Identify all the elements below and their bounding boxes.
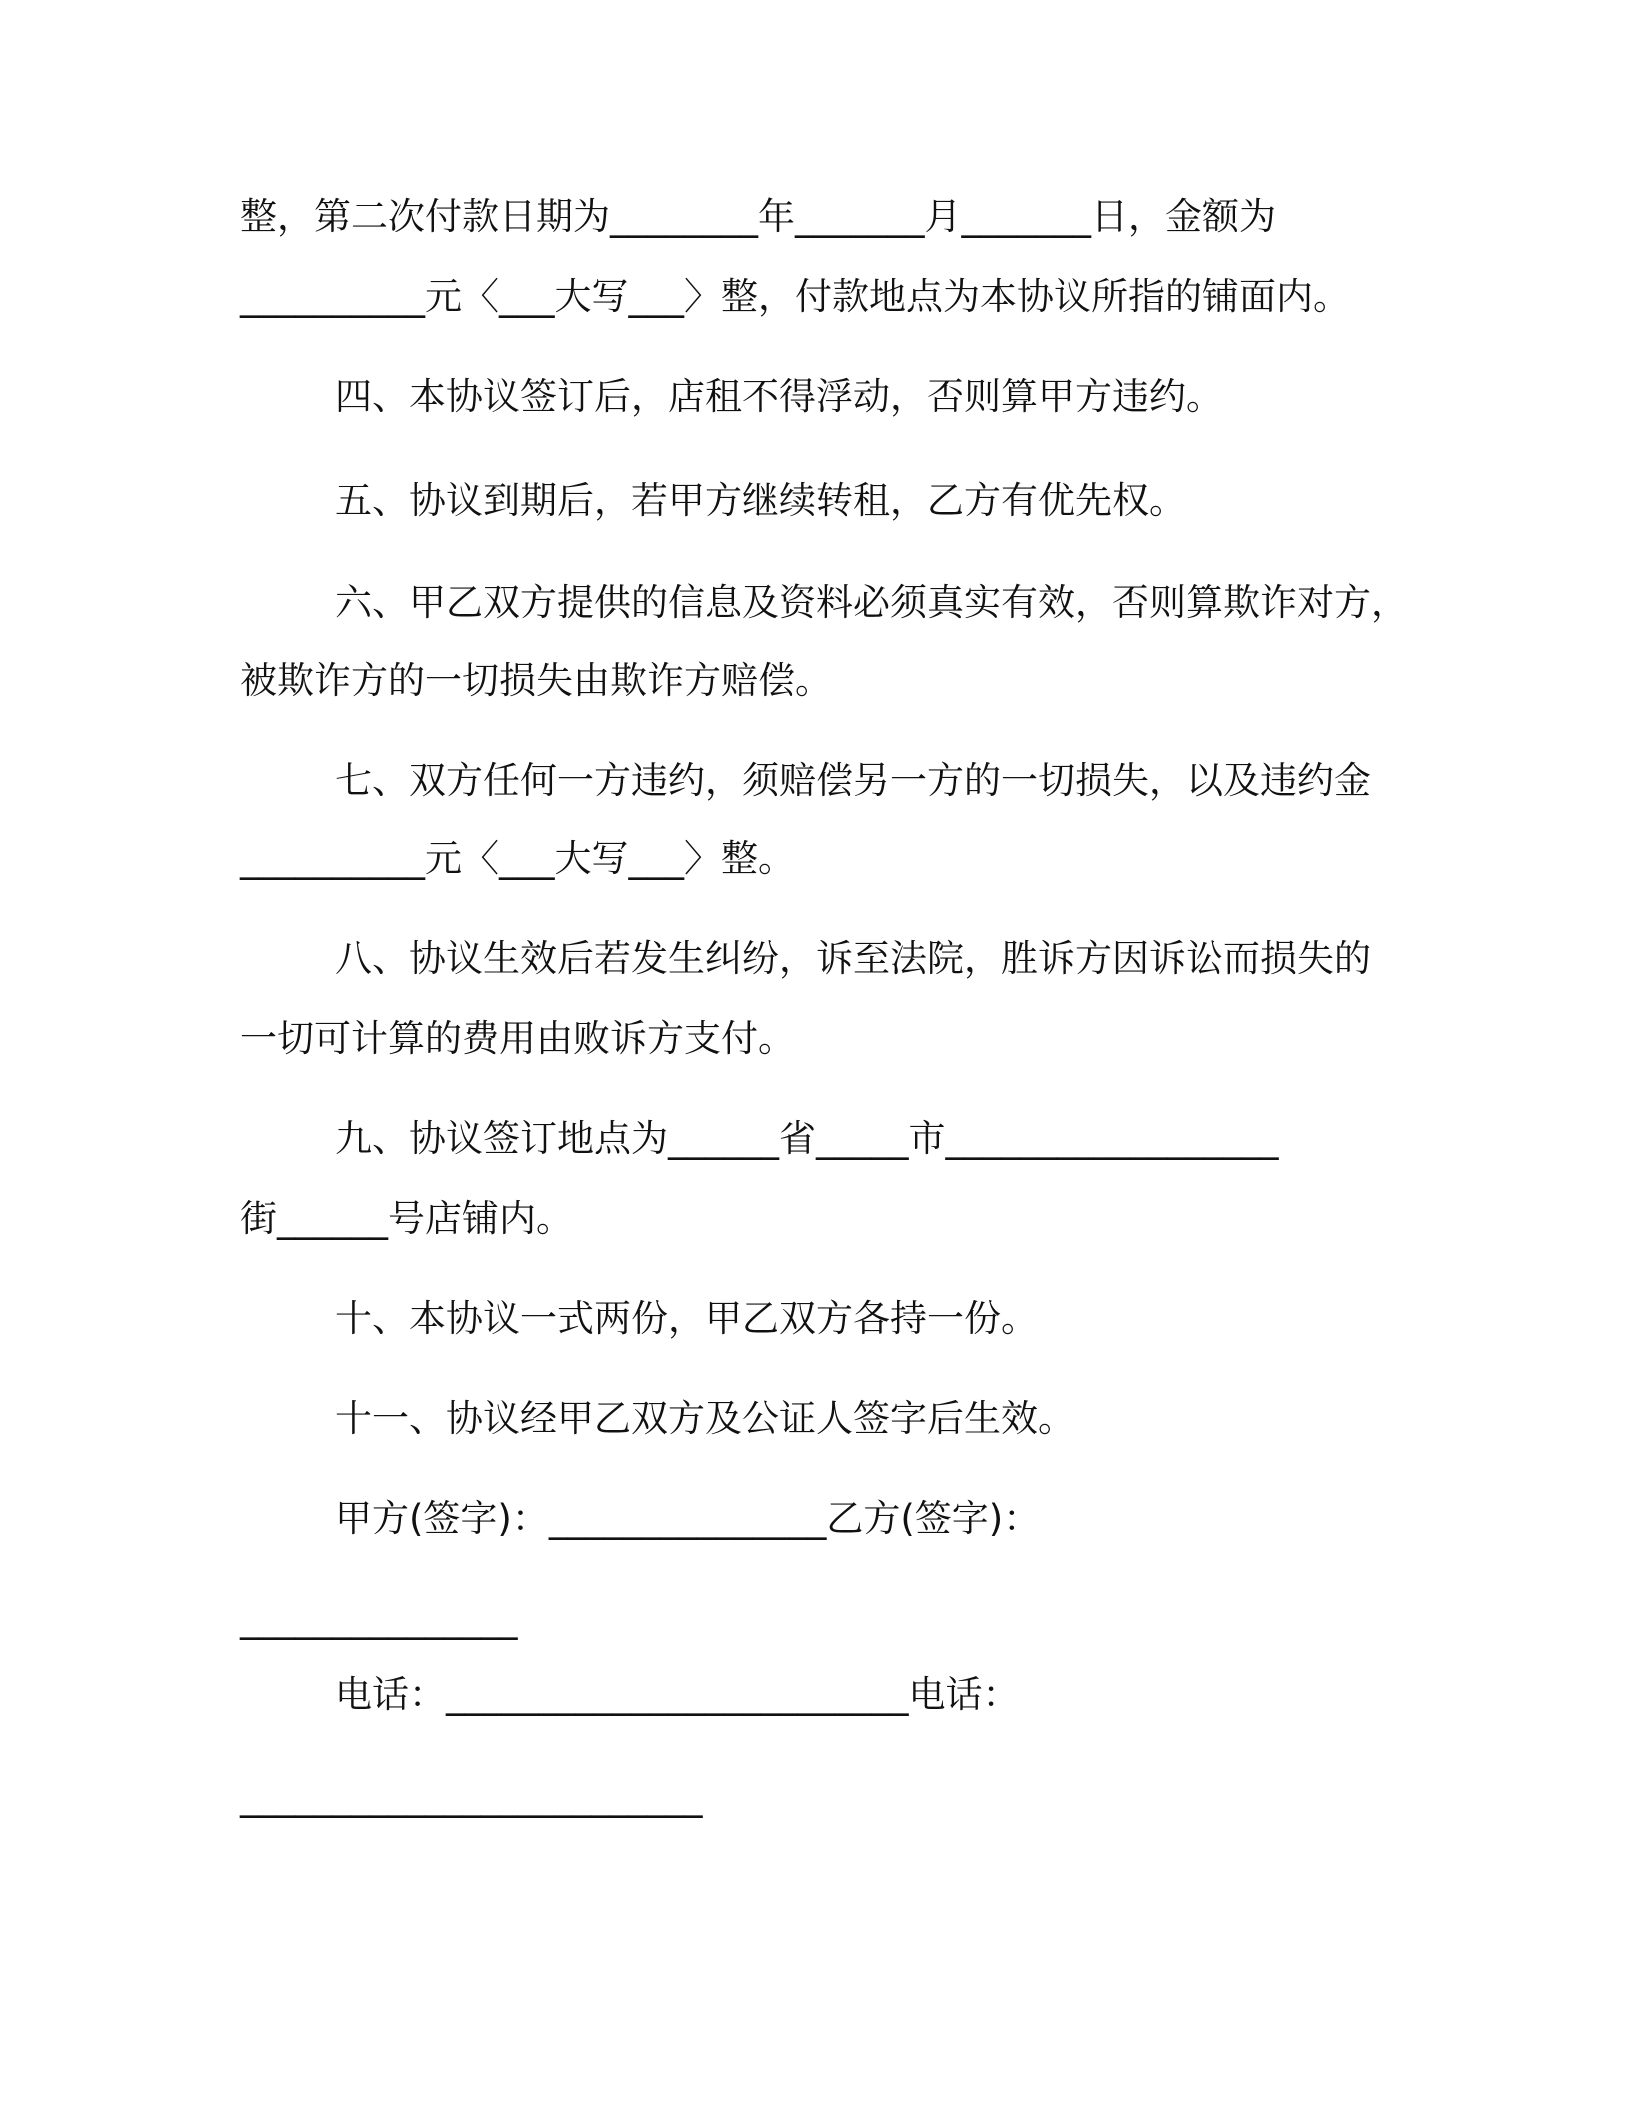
clause-7-line-1: 七、双方任何一方违约，须赔偿另一方的一切损失，以及违约金 (335, 759, 1371, 802)
payment-amount-line: __________元〈___大写___〉整，付款地点为本协议所指的铺面内。 (240, 275, 1350, 318)
clause-8-line-2: 一切可计算的费用由败诉方支付。 (240, 1017, 795, 1060)
clause-6-line-1: 六、甲乙双方提供的信息及资料必须真实有效，否则算欺诈对方， (335, 581, 1408, 624)
clause-6-line-2: 被欺诈方的一切损失由欺诈方赔偿。 (240, 659, 832, 702)
clause-8-line-1: 八、协议生效后若发生纠纷，诉至法院，胜诉方因诉讼而损失的 (335, 937, 1371, 980)
signature-blank-line: _______________ (240, 1597, 518, 1640)
clause-4: 四、本协议签订后，店租不得浮动，否则算甲方违约。 (335, 375, 1223, 418)
phone-blank-line: _________________________ (240, 1775, 703, 1818)
clause-7-line-2: __________元〈___大写___〉整。 (240, 837, 795, 880)
signature-line: 甲方(签字)：_______________乙方(签字)： (335, 1497, 1041, 1540)
clause-5: 五、协议到期后，若甲方继续转租，乙方有优先权。 (335, 479, 1186, 522)
clause-10: 十、本协议一式两份，甲乙双方各持一份。 (335, 1297, 1038, 1340)
clause-9-line-2: 街______号店铺内。 (240, 1197, 573, 1240)
phone-line: 电话：_________________________电话： (335, 1673, 1020, 1716)
clause-9-line-1: 九、协议签订地点为______省_____市__________________ (335, 1117, 1279, 1160)
clause-11: 十一、协议经甲乙双方及公证人签字后生效。 (335, 1397, 1075, 1440)
payment-date-line: 整，第二次付款日期为________年_______月_______日，金额为 (240, 195, 1276, 238)
